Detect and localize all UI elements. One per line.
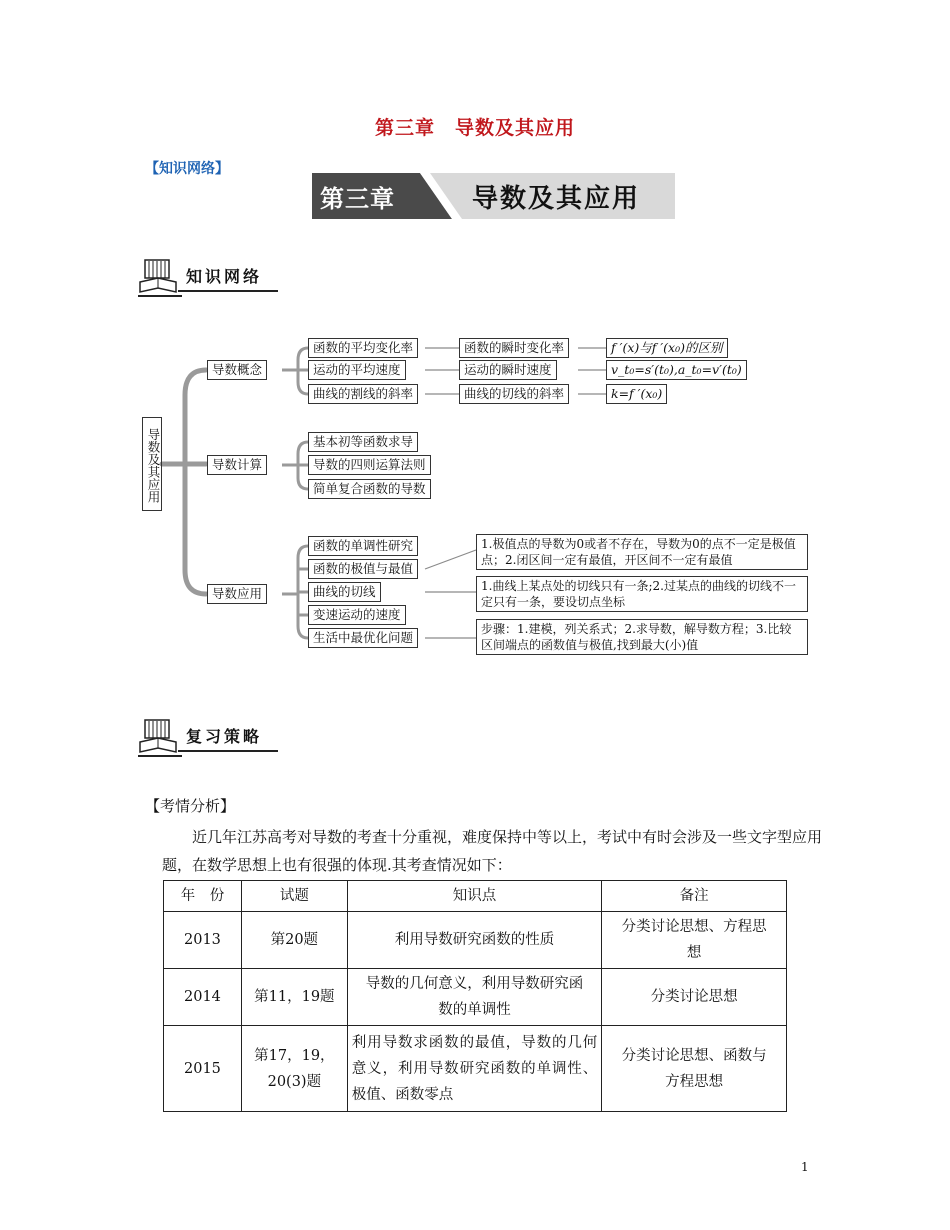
table-header: 知识点 [347, 881, 602, 912]
table-cell: 导数的几何意义，利用导数研究函数的单调性 [347, 969, 602, 1026]
book-icon [138, 718, 184, 760]
map-formula: v_t₀=s′(t₀),a_t₀=v′(t₀) [606, 360, 747, 380]
table-row [164, 969, 787, 1026]
table-header: 试题 [241, 881, 347, 912]
review-heading [138, 718, 278, 758]
knowledge-map-label: 知识网络 [186, 267, 263, 286]
map-node: 导数的四则运算法则 [308, 455, 431, 475]
map-root: 导数及其应用 [142, 417, 162, 511]
table-header-row [164, 881, 787, 912]
map-node: 基本初等函数求导 [308, 432, 418, 452]
map-node: 运动的瞬时速度 [459, 360, 557, 380]
table-cell: 分类讨论思想 [602, 969, 787, 1026]
branch-derivative-concept: 导数概念 [207, 360, 267, 380]
map-node: 函数的平均变化率 [308, 338, 418, 358]
map-node: 函数的极值与最值 [308, 559, 418, 579]
map-node: 变速运动的速度 [308, 605, 406, 625]
map-node: 简单复合函数的导数 [308, 479, 431, 499]
table-cell: 分类讨论思想、函数与方程思想 [602, 1026, 787, 1112]
table-cell: 第20题 [241, 912, 347, 969]
heading-underline [178, 750, 278, 752]
page-number: 1 [801, 1160, 809, 1174]
branch-derivative-calc: 导数计算 [207, 455, 267, 475]
map-formula: k=f ′(x₀) [606, 384, 667, 404]
banner-chapter: 第三章 [320, 185, 395, 213]
table-header: 备注 [602, 881, 787, 912]
map-note: 1.极值点的导数为0或者不存在，导数为0的点不一定是极值点；2.闭区间一定有最值，开区间不一定有最值 [476, 534, 808, 570]
exam-table [163, 880, 787, 1112]
table-cell: 第11，19题 [241, 969, 347, 1026]
banner-title: 导数及其应用 [472, 184, 641, 214]
table-cell: 2015 [164, 1026, 242, 1112]
table-cell: 2014 [164, 969, 242, 1026]
table-cell: 分类讨论思想、方程思想 [602, 912, 787, 969]
table-cell: 利用导数研究函数的性质 [347, 912, 602, 969]
map-node: 函数的瞬时变化率 [459, 338, 569, 358]
map-node: 函数的单调性研究 [308, 536, 418, 556]
map-node: 生活中最优化问题 [308, 628, 418, 648]
table-cell: 利用导数求函数的最值，导数的几何意义，利用导数研究函数的单调性、极值、函数零点 [347, 1026, 602, 1112]
map-formula: f ′(x)与f ′(x₀)的区别 [606, 338, 728, 358]
map-node: 曲线的切线的斜率 [459, 384, 569, 404]
analysis-tag: 【考情分析】 [145, 797, 236, 815]
table-row [164, 1026, 787, 1112]
map-node: 曲线的切线 [308, 582, 381, 602]
map-node: 运动的平均速度 [308, 360, 406, 380]
page-title: 第三章 导数及其应用 [374, 117, 575, 139]
branch-derivative-apply: 导数应用 [207, 584, 267, 604]
analysis-paragraph: 近几年江苏高考对导数的考查十分重视，难度保持中等以上，考试中有时会涉及一些文字型应用题，在数学思想上也有很强的体现.其考查情况如下： [162, 828, 823, 874]
table-cell: 2013 [164, 912, 242, 969]
table-header: 年 份 [164, 881, 242, 912]
map-node: 曲线的割线的斜率 [308, 384, 418, 404]
table-row [164, 912, 787, 969]
review-label: 复习策略 [186, 727, 263, 746]
map-note: 步骤：1.建模，列关系式；2.求导数，解导数方程；3.比较区间端点的函数值与极值,找到最大(小)值 [476, 619, 808, 655]
map-note: 1.曲线上某点处的切线只有一条;2.过某点的曲线的切线不一定只有一条，要设切点坐标 [476, 576, 808, 612]
section-tag: 【知识网络】 [145, 161, 229, 177]
table-cell: 第17，19，20(3)题 [241, 1026, 347, 1112]
